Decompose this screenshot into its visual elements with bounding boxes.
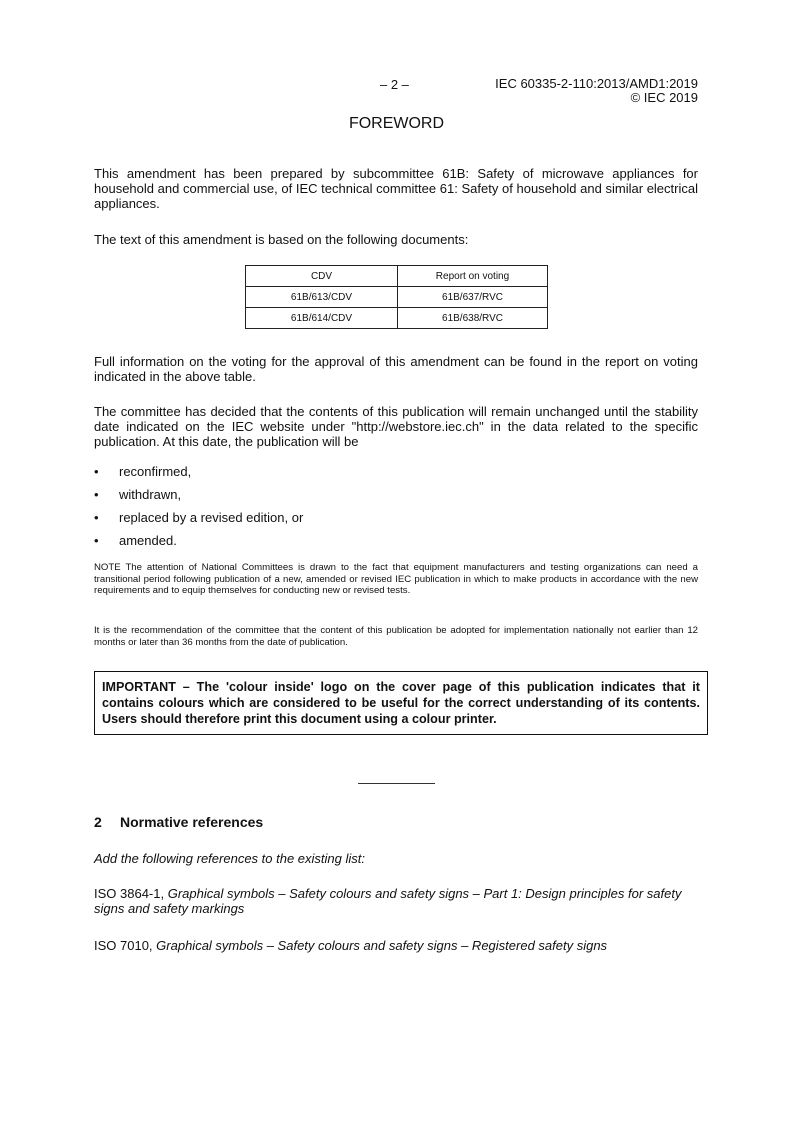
table-cell: 61B/638/RVC (398, 308, 548, 329)
list-item (94, 464, 191, 479)
bullet-icon: • (94, 510, 99, 525)
paragraph-prepared-by: This amendment has been prepared by subcommittee 61B: Safety of microwave appliances for household and commercial use, of IEC technical committee 61: Safety of household and similar electrical appliances. (94, 166, 698, 211)
table-row (246, 287, 548, 308)
table-header: CDV (246, 266, 398, 287)
recommendation: It is the recommendation of the committee that the content of this publication be adopted for implementation nationally not earlier than 12 months or later than 36 months from the date of publication. (94, 625, 698, 648)
bullet-icon: • (94, 533, 99, 548)
list-item (94, 487, 181, 502)
reference-item (94, 886, 698, 916)
bullet-icon: • (94, 464, 99, 479)
page-title: FOREWORD (348, 115, 445, 132)
table-cell: 61B/637/RVC (398, 287, 548, 308)
table-cell: 61B/614/CDV (246, 308, 398, 329)
list-item (94, 533, 177, 548)
note: NOTE The attention of National Committees is drawn to the fact that equipment manufacturers and testing organizations can need a transitional period following publication of a new, amended or revised IEC publication in which to make products in accordance with the new requirements and to equip themselves for conducting new or revised tests. (94, 562, 698, 597)
reference-title: Graphical symbols – Safety colours and safety signs – Registered safety signs (156, 938, 608, 953)
section-title: Normative references (120, 814, 264, 830)
paragraph-stability: The committee has decided that the contents of this publication will remain unchanged until the stability date indicated on the IEC website under "http://webstore.iec.ch" in the data related to the specific publication. At this date, the publication will be (94, 404, 698, 449)
document-id: IEC 60335-2-110:2013/AMD1:2019 (495, 76, 698, 91)
table-header-row (246, 266, 548, 287)
copyright: © IEC 2019 (630, 90, 698, 105)
table-row (246, 308, 548, 329)
reference-code: ISO 7010, (94, 938, 153, 953)
bullet-icon: • (94, 487, 99, 502)
important-notice-box (94, 671, 708, 735)
paragraph-voting-info: Full information on the voting for the approval of this amendment can be found in the report on voting indicated in the above table. (94, 354, 698, 384)
table-header: Report on voting (398, 266, 548, 287)
list-item (94, 510, 303, 525)
section-intro: Add the following references to the existing list: (94, 851, 365, 866)
table-cell: 61B/613/CDV (246, 287, 398, 308)
reference-title: Graphical symbols – Safety colours and safety signs – Part 1: Design principles for safety signs and safety markings (94, 886, 682, 916)
reference-item (94, 938, 698, 953)
section-heading (94, 814, 263, 830)
page-number: – 2 – (380, 77, 409, 92)
document-header (495, 77, 698, 105)
list-item-text: amended. (119, 533, 177, 548)
list-item-text: replaced by a revised edition, or (119, 510, 304, 525)
reference-code: ISO 3864-1, (94, 886, 165, 901)
important-notice-text: IMPORTANT – The 'colour inside' logo on the cover page of this publication indicates that it contains colours which are considered to be useful for the correct understanding of its contents. Users should therefore print this document using a colour printer. (102, 680, 700, 726)
paragraph-based-on: The text of this amendment is based on the following documents: (94, 232, 469, 247)
list-item-text: reconfirmed, (119, 464, 192, 479)
list-item-text: withdrawn, (119, 487, 182, 502)
documents-table (245, 265, 548, 329)
section-number: 2 (94, 814, 102, 830)
separator-line (358, 783, 435, 784)
